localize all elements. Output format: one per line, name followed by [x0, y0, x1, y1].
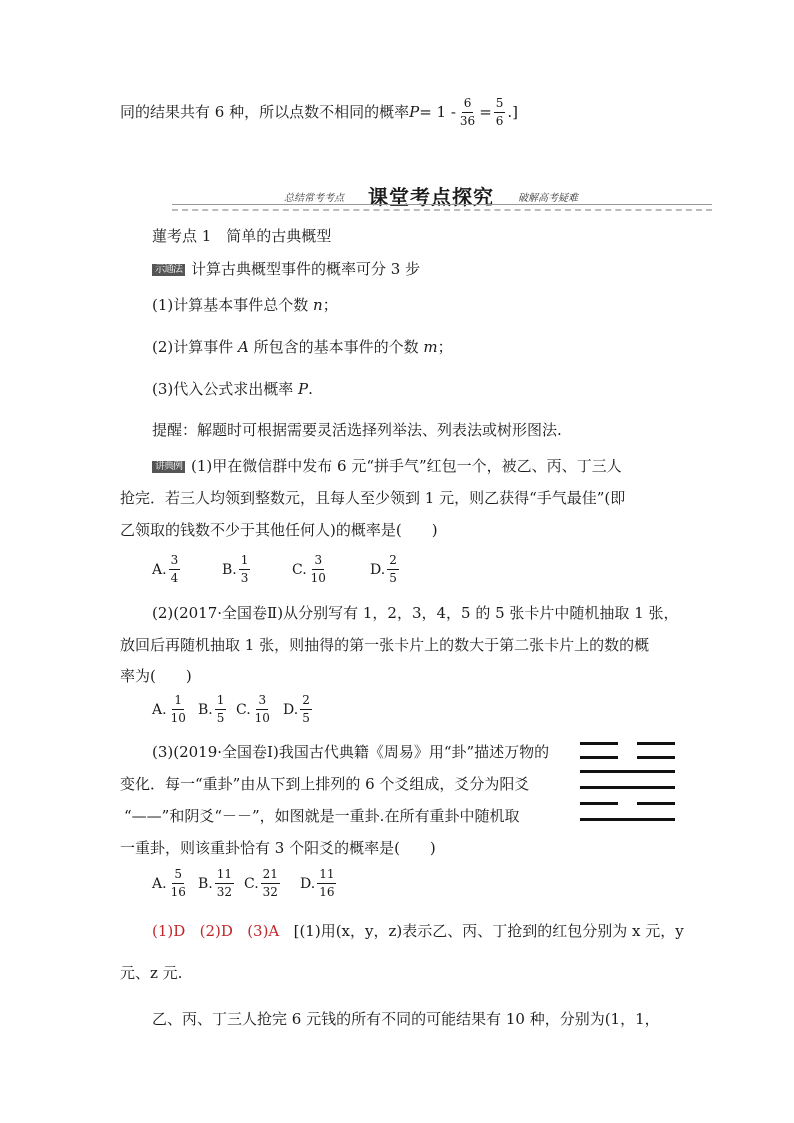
option-fraction — [169, 694, 188, 725]
option-fraction — [215, 694, 227, 725]
option-fraction — [253, 694, 272, 725]
q3-line-1: (3)(2019·全国卷Ⅰ)我国古代典籍《周易》用“卦”描述万物的 — [152, 743, 550, 761]
step-2-var-m: m — [423, 338, 438, 356]
answer-2: (2)D — [199, 922, 233, 940]
banner-right-text: 破解高考疑难 — [518, 193, 578, 204]
q3-option-b — [198, 868, 244, 899]
fraction-num: 3 — [169, 554, 181, 570]
yang-line — [580, 770, 675, 773]
fraction-num: 6 — [462, 97, 474, 113]
probability-var: P — [409, 103, 420, 122]
step-3 — [152, 382, 313, 397]
q3-options — [152, 868, 338, 899]
q1-option-b — [222, 554, 292, 585]
option-fraction — [300, 694, 312, 725]
fraction-den: 5 — [302, 711, 310, 726]
section-banner — [172, 179, 712, 209]
step-3-text: (3)代入公式求出概率 — [152, 380, 299, 398]
fraction-5-6 — [494, 97, 506, 128]
fraction-den: 4 — [170, 571, 179, 586]
fraction-num: 5 — [172, 868, 184, 884]
step-1-var: n — [313, 296, 323, 314]
option-label: A. — [152, 701, 167, 718]
tip-text: 提醒：解题时可根据需要灵活选择列举法、列表法或树形图法. — [152, 421, 562, 439]
q1-text-1: (1)甲在微信群中发布 6 元“拼手气”红包一个，被乙、丙、丁三人 — [191, 457, 622, 475]
fraction-den: 5 — [216, 711, 225, 726]
top-continuation-line — [120, 97, 518, 128]
q2-line-1: (2)(2017·全国卷Ⅱ)从分别写有 1，2，3，4，5 的 5 张卡片中随机抽取 1 张， — [152, 604, 679, 622]
option-label: C. — [236, 701, 251, 718]
fraction-den: 16 — [170, 885, 186, 900]
option-fraction — [317, 868, 336, 899]
option-fraction — [169, 868, 188, 899]
step-2-var-a: A — [238, 338, 249, 356]
option-label: D. — [370, 561, 386, 578]
q2-option-c — [236, 694, 283, 725]
yin-line-left — [580, 756, 618, 759]
fraction-den: 32 — [262, 885, 278, 900]
fraction-num: 5 — [494, 97, 506, 113]
fraction-den: 6 — [495, 114, 504, 129]
answer-1: (1)D — [152, 922, 186, 940]
step-2-mid: 所包含的基本事件的个数 — [248, 338, 424, 356]
equals-one-minus: = 1 - — [419, 103, 456, 122]
fraction-num: 2 — [300, 694, 312, 710]
q2-line-2: 放回后再随机抽取 1 张，则抽得的第一张卡片上的数大于第二张卡片上的数的概 — [120, 636, 650, 654]
step-2-text: (2)计算事件 — [152, 338, 239, 356]
q2-option-d — [283, 694, 314, 725]
q1-options — [152, 554, 401, 585]
option-label: D. — [300, 875, 316, 892]
banner-title: 课堂考点探究 — [368, 185, 494, 209]
fraction-den: 10 — [170, 711, 186, 726]
option-label: B. — [198, 701, 213, 718]
step-1-text: (1)计算基本事件总个数 — [152, 296, 314, 314]
yin-line-left — [580, 802, 618, 805]
option-label: A. — [152, 875, 167, 892]
banner-rule — [172, 204, 712, 211]
option-label: D. — [283, 701, 299, 718]
q1-line-1 — [152, 459, 622, 474]
q2-option-b — [198, 694, 236, 725]
q3-option-c — [244, 868, 300, 899]
option-fraction — [309, 554, 328, 585]
step-2-end: ； — [437, 338, 453, 356]
fraction-num: 1 — [239, 554, 251, 570]
option-label: B. — [198, 875, 213, 892]
answer-line-3: 乙、丙、丁三人抢完 6 元钱的所有不同的可能结果有 10 种，分别为(1，1， — [152, 1010, 660, 1028]
yin-line-right — [637, 802, 675, 805]
option-label: B. — [222, 561, 237, 578]
fraction-den: 5 — [389, 571, 397, 586]
fraction-den: 10 — [254, 711, 270, 726]
fraction-6-36 — [458, 97, 477, 128]
line-end: .] — [507, 103, 519, 122]
method-title: 计算古典概型事件的概率可分 3 步 — [191, 260, 421, 278]
answer-3: (3)A — [247, 922, 280, 940]
fraction-num: 1 — [172, 694, 184, 710]
q2-option-a — [152, 694, 198, 725]
q3-option-d — [300, 868, 338, 899]
yang-line — [580, 786, 675, 789]
option-fraction — [261, 868, 280, 899]
q1-line-2: 抢完．若三人均领到整数元，且每人至少领到 1 元，则乙获得“手气最佳”(即 — [120, 489, 626, 507]
step-3-end: . — [308, 380, 313, 398]
equals-sign: = — [479, 103, 492, 122]
q1-line-3: 乙领取的钱数不少于其他任何人)的概率是( ) — [120, 521, 438, 539]
step-2 — [152, 340, 453, 355]
option-fraction — [387, 554, 399, 585]
fraction-num: 3 — [256, 694, 268, 710]
q3-line-4: 一重卦，则该重卦恰有 3 个阳爻的概率是( ) — [120, 839, 436, 857]
answer-line-2: 元、z 元. — [120, 964, 183, 982]
banner-left-text: 总结常考考点 — [284, 193, 344, 204]
answer-explanation-1: [(1)用(x，y，z)表示乙、丙、丁抢到的红包分别为 x 元，y — [293, 922, 684, 940]
top-line-text: 同的结果共有 6 种，所以点数不相同的概率 — [120, 103, 410, 122]
q3-option-a — [152, 868, 198, 899]
fraction-den: 16 — [319, 885, 335, 900]
step-1-end: ； — [322, 296, 338, 314]
yin-line-left — [580, 742, 618, 745]
fraction-num: 2 — [387, 554, 399, 570]
fraction-num: 21 — [261, 868, 280, 884]
step-3-var: P — [298, 380, 309, 398]
method-tag: 示通法 — [152, 264, 185, 276]
q3-line-2: 变化．每一“重卦”由从下到上排列的 6 个爻组成，爻分为阳爻 — [120, 775, 530, 793]
step-1 — [152, 298, 338, 313]
method-line — [152, 262, 420, 277]
option-label: C. — [292, 561, 307, 578]
section-heading: 蓮考点 1 简单的古典概型 — [152, 227, 332, 245]
yang-line — [580, 818, 675, 821]
q2-line-3: 率为( ) — [120, 667, 192, 685]
q2-options — [152, 694, 314, 725]
option-label: C. — [244, 875, 259, 892]
yin-line-right — [637, 742, 675, 745]
q1-option-c — [292, 554, 370, 585]
option-fraction — [239, 554, 251, 585]
option-fraction — [169, 554, 181, 585]
fraction-den: 3 — [240, 571, 249, 586]
fraction-num: 11 — [317, 868, 336, 884]
fraction-den: 32 — [216, 885, 233, 900]
q1-option-a — [152, 554, 222, 585]
option-fraction — [215, 868, 234, 899]
fraction-den: 36 — [459, 114, 476, 129]
example-tag: 讲典例 — [152, 461, 185, 473]
q3-line-3: “——”和阴爻“－－”，如图就是一重卦.在所有重卦中随机取 — [124, 807, 520, 825]
answer-line-1 — [152, 924, 684, 939]
yin-line-right — [637, 756, 675, 759]
fraction-num: 1 — [215, 694, 227, 710]
fraction-num: 3 — [312, 554, 324, 570]
hexagram-figure — [580, 742, 675, 824]
fraction-den: 10 — [310, 571, 326, 586]
fraction-num: 11 — [215, 868, 234, 884]
q1-option-d — [370, 554, 401, 585]
option-label: A. — [152, 561, 167, 578]
